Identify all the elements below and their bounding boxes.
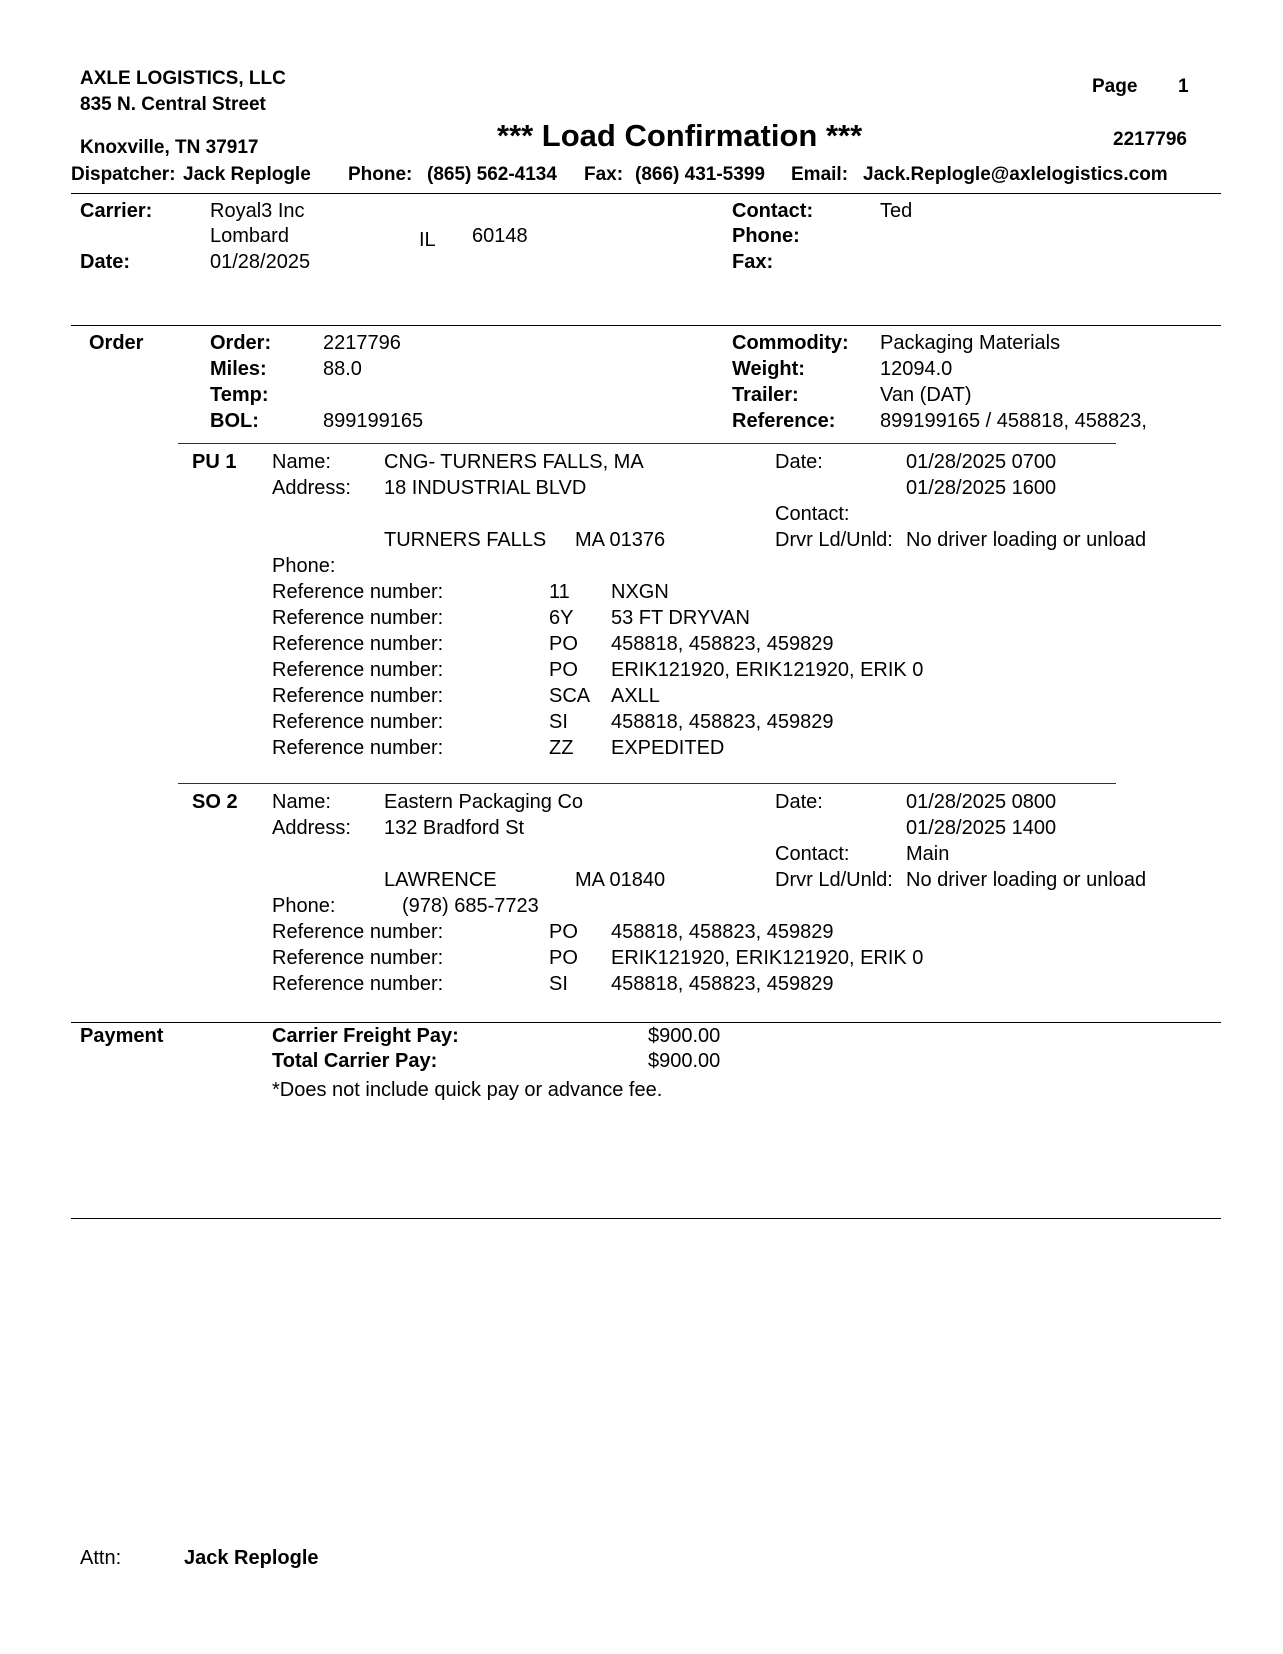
- miles-value: 88.0: [323, 358, 362, 380]
- carrier-label: Carrier:: [80, 200, 153, 222]
- miles-label: Miles:: [210, 358, 267, 380]
- dispatcher-fax-label: Fax:: [584, 164, 624, 185]
- stop-date-end: 01/28/2025 1400: [906, 817, 1057, 839]
- stop-name-label: Name:: [272, 451, 331, 473]
- page-title: *** Load Confirmation ***: [497, 118, 863, 153]
- bol-label: BOL:: [210, 410, 259, 432]
- total-pay-label: Total Carrier Pay:: [272, 1050, 438, 1072]
- reference-code: 6Y: [549, 607, 574, 629]
- stop-drvr: No driver loading or unload: [906, 869, 1147, 891]
- stop-state-zip: MA 01840: [575, 869, 666, 891]
- divider-carrier: [71, 325, 1221, 326]
- company-name: AXLE LOGISTICS, LLC: [80, 68, 286, 89]
- carrier-zip: 60148: [472, 225, 528, 247]
- company-city: Knoxville, TN 37917: [80, 137, 259, 158]
- carrier-fax-label: Fax:: [732, 251, 774, 273]
- reference-value: EXPEDITED: [611, 737, 725, 759]
- carrier-phone-label: Phone:: [732, 225, 800, 247]
- stop-name: CNG- TURNERS FALLS, MA: [384, 451, 644, 473]
- reference-value: ERIK121920, ERIK121920, ERIK 0: [611, 659, 924, 681]
- reference-code: SCA: [549, 685, 591, 707]
- carrier-name: Royal3 Inc: [210, 200, 305, 222]
- temp-label: Temp:: [210, 384, 269, 406]
- commodity-value: Packaging Materials: [880, 332, 1061, 354]
- reference-value: 458818, 458823, 459829: [611, 921, 834, 943]
- reference-number-label: Reference number:: [272, 685, 444, 707]
- stop-address-label: Address:: [272, 817, 351, 839]
- reference-value: 458818, 458823, 459829: [611, 633, 834, 655]
- reference-code: PO: [549, 633, 578, 655]
- reference-code: ZZ: [549, 737, 574, 759]
- stop-address: 18 INDUSTRIAL BLVD: [384, 477, 587, 499]
- reference-code: PO: [549, 947, 578, 969]
- divider-pu1: [178, 783, 1116, 784]
- reference-value: 458818, 458823, 459829: [611, 973, 834, 995]
- stop-date-start: 01/28/2025 0800: [906, 791, 1057, 813]
- stop-date-start: 01/28/2025 0700: [906, 451, 1057, 473]
- dispatcher-phone-label: Phone:: [348, 164, 413, 185]
- trailer-label: Trailer:: [732, 384, 799, 406]
- reference-value: 458818, 458823, 459829: [611, 711, 834, 733]
- carrier-date-label: Date:: [80, 251, 131, 273]
- stop-contact-label: Contact:: [775, 503, 850, 525]
- carrier-city: Lombard: [210, 225, 289, 247]
- stop-contact: Main: [906, 843, 950, 865]
- carrier-contact-label: Contact:: [732, 200, 814, 222]
- freight-pay-value: $900.00: [648, 1025, 721, 1047]
- reference-number-label: Reference number:: [272, 659, 444, 681]
- stop-contact-label: Contact:: [775, 843, 850, 865]
- carrier-state: IL: [419, 229, 436, 251]
- divider-header: [71, 193, 1221, 194]
- reference-value: 899199165 / 458818, 458823,: [880, 410, 1147, 432]
- reference-value: 53 FT DRYVAN: [611, 607, 750, 629]
- payment-note: *Does not include quick pay or advance fee.: [272, 1079, 663, 1101]
- reference-value: NXGN: [611, 581, 669, 603]
- dispatcher-name: Jack Replogle: [183, 164, 311, 185]
- stop-label: PU 1: [192, 451, 237, 473]
- stop-phone: (978) 685-7723: [402, 895, 539, 917]
- reference-number-label: Reference number:: [272, 581, 444, 603]
- reference-number-label: Reference number:: [272, 607, 444, 629]
- order-number: 2217796: [323, 332, 401, 354]
- stop-city: TURNERS FALLS: [384, 529, 547, 551]
- company-street: 835 N. Central Street: [80, 94, 266, 115]
- stop-date-label: Date:: [775, 791, 823, 813]
- stop-date-end: 01/28/2025 1600: [906, 477, 1057, 499]
- trailer-value: Van (DAT): [880, 384, 972, 406]
- reference-code: 11: [549, 581, 570, 603]
- document-number: 2217796: [1113, 129, 1187, 150]
- weight-value: 12094.0: [880, 358, 953, 380]
- reference-value: ERIK121920, ERIK121920, ERIK 0: [611, 947, 924, 969]
- order-label: Order:: [210, 332, 272, 354]
- stop-state-zip: MA 01376: [575, 529, 666, 551]
- dispatcher-email: Jack.Replogle@axlelogistics.com: [863, 164, 1168, 185]
- stop-drvr-label: Drvr Ld/Unld:: [775, 869, 893, 891]
- stop-address-label: Address:: [272, 477, 351, 499]
- stop-address: 132 Bradford St: [384, 817, 525, 839]
- carrier-contact: Ted: [880, 200, 913, 222]
- reference-code: PO: [549, 921, 578, 943]
- dispatcher-fax: (866) 431-5399: [635, 164, 765, 185]
- dispatcher-label: Dispatcher:: [71, 164, 176, 185]
- stop-name-label: Name:: [272, 791, 331, 813]
- freight-pay-label: Carrier Freight Pay:: [272, 1025, 459, 1047]
- reference-code: PO: [549, 659, 578, 681]
- bol-value: 899199165: [323, 410, 424, 432]
- stop-drvr: No driver loading or unload: [906, 529, 1147, 551]
- dispatcher-email-label: Email:: [791, 164, 849, 185]
- page-number: 1: [1178, 76, 1189, 97]
- commodity-label: Commodity:: [732, 332, 849, 354]
- stop-phone-label: Phone:: [272, 895, 336, 917]
- divider-payment: [71, 1218, 1221, 1219]
- stop-phone-label: Phone:: [272, 555, 336, 577]
- stop-label: SO 2: [192, 791, 238, 813]
- reference-number-label: Reference number:: [272, 711, 444, 733]
- reference-number-label: Reference number:: [272, 737, 444, 759]
- weight-label: Weight:: [732, 358, 805, 380]
- dispatcher-phone: (865) 562-4134: [427, 164, 557, 185]
- reference-label: Reference:: [732, 410, 836, 432]
- reference-number-label: Reference number:: [272, 633, 444, 655]
- attn-label: Attn:: [80, 1547, 122, 1569]
- stop-city: LAWRENCE: [384, 869, 497, 891]
- payment-section-label: Payment: [80, 1025, 164, 1047]
- stop-drvr-label: Drvr Ld/Unld:: [775, 529, 893, 551]
- reference-number-label: Reference number:: [272, 947, 444, 969]
- divider-order: [178, 443, 1116, 444]
- reference-code: SI: [549, 973, 568, 995]
- order-section-label: Order: [89, 332, 144, 354]
- total-pay-value: $900.00: [648, 1050, 721, 1072]
- carrier-date: 01/28/2025: [210, 251, 311, 273]
- page-label: Page: [1092, 76, 1138, 97]
- attn-name: Jack Replogle: [184, 1547, 319, 1569]
- reference-value: AXLL: [611, 685, 660, 707]
- stop-name: Eastern Packaging Co: [384, 791, 584, 813]
- reference-code: SI: [549, 711, 568, 733]
- stop-date-label: Date:: [775, 451, 823, 473]
- divider-stops: [71, 1022, 1221, 1023]
- reference-number-label: Reference number:: [272, 973, 444, 995]
- reference-number-label: Reference number:: [272, 921, 444, 943]
